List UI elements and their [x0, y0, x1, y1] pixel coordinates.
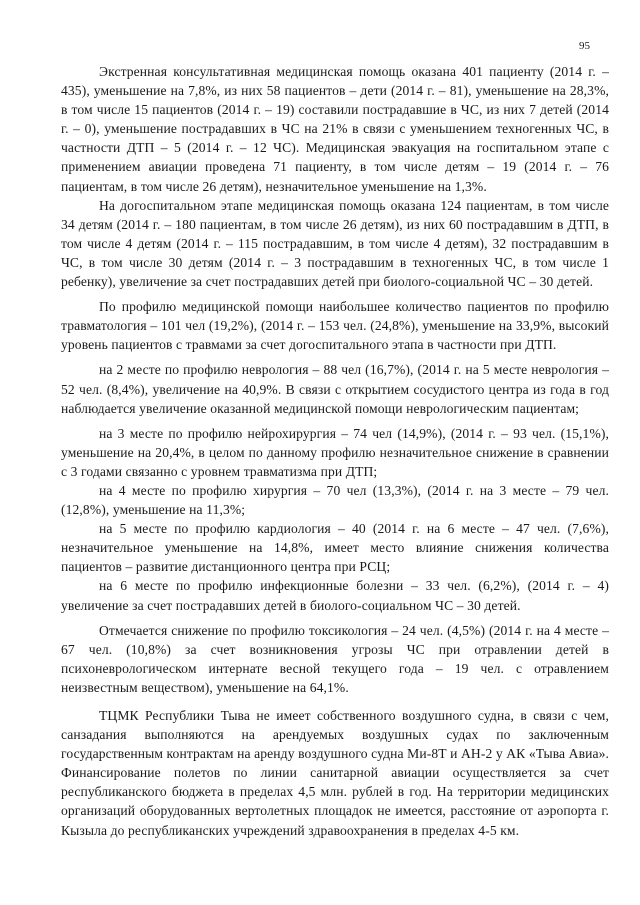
paragraph-profile-toxicology: Отмечается снижение по профилю токсикология – 24 чел. (4,5%) (2014 г. на 4 месте – 67 чел. (10,8%) за счет возникновения угрозы ЧС при отравлении детей в психоневрологическом интернате весной текущего года – 19 чел. с отравлением неизвестным веществом), уменьшение на 64,1%.: [61, 622, 609, 695]
paragraph-profile-neurosurgery: на 3 месте по профилю нейрохирургия – 74 чел (14,9%), (2014 г. – 93 чел. (15,1%), уменьшение на 20,4%, в целом по данному профилю незначительное снижение в сравнении с 3 годами связанно с уровнем травматизма при ДТП;: [61, 425, 609, 479]
paragraph-profile-neurology: на 2 месте по профилю неврология – 88 чел (16,7%), (2014 г. на 5 месте неврология – 52 чел. (8,4%), увеличение на 40,9%. В связи с открытием сосудистого центра из года в год наблюдается увеличение оказанной медицинской помощи неврологическим пациентам;: [61, 362, 609, 416]
paragraph-profile-surgery: на 4 месте по профилю хирургия – 70 чел (13,3%), (2014 г. на 3 месте – 79 чел. (12,8%), уменьшение на 11,3%;: [61, 482, 609, 518]
page-number: 95: [579, 40, 590, 52]
body-text: [61, 62, 609, 840]
paragraph-profile-cardiology: на 5 месте по профилю кардиология – 40 (2014 г. на 6 месте – 47 чел. (7,6%), незначительное уменьшение на 14,8%, имеет место влияние снижения количества пациентов – развитие дистанционного центра при РСЦ;: [61, 521, 609, 575]
paragraph-air-ambulance: ТЦМК Республики Тыва не имеет собственного воздушного судна, в связи с чем, санзадания выполняются на арендуемых воздушных судах по заключенным государственным контрактам на аренду воздушного судна Ми-8Т и АН-2 у АК «Тыва Авиа». Финансирование полетов по линии санитарной авиации осуществляется за счет республиканского бюджета в пределах 4,5 млн. рублей в год. На территории медицинских организаций оборудованных вертолетных площадок не имеется, расстояние от аэропорта г. Кызыла до республиканских учреждений здравоохранения в пределах 4-5 км.: [61, 708, 609, 838]
paragraph-profile-infectious: на 6 месте по профилю инфекционные болезни – 33 чел. (6,2%), (2014 г. – 4) увеличение за счет пострадавших детей в биолого-социальном ЧС – 30 детей.: [61, 578, 609, 613]
paragraph-profile-traumatology: По профилю медицинской помощи наибольшее количество пациентов по профилю травматология – 101 чел (19,2%), (2014 г. – 153 чел. (24,8%), уменьшение на 33,9%, высокий уровень пациентов с травмами за счет догоспитального этапа в частности при ДТП.: [61, 299, 609, 353]
paragraph-prehospital-care: На догоспитальном этапе медицинская помощь оказана 124 пациентам, в том числе 34 детям (2014 г. – 180 пациентам, в том числе 26 детям), из них 60 пострадавшим в ДТП, в том числе 4 детям (2014 г. – 115 пострадавшим, в том числе 4 детям), 32 пострадавшим в ЧС, в том числе 30 детям (2014 г. – 3 пострадавшим в техногенных ЧС, в том числе 1 ребенку), увеличение за счет пострадавших детей при биолого-социальной ЧС – 30 детей.: [61, 197, 609, 290]
paragraph-emergency-consultation: Экстренная консультативная медицинская помощь оказана 401 пациенту (2014 г. – 435), уменьшение на 7,8%, из них 58 пациентов – дети (2014 г. – 81), уменьшение на 28,3%, в том числе 15 пациентов (2014 г. – 19) составили пострадавшие в ЧС, из них 7 детей (2014 г. – 0), уменьшение пострадавших в ЧС на 21% в связи с уменьшением техногенных ЧС, в частности ДТП – 5 (2014 г. – 12 ЧС). Медицинская эвакуация на госпитальном этапе с применением авиации проведена 71 пациенту, в том числе детям – 19 (2014 г. – 76 пациентам, в том числе 26 детям), незначительное уменьшение на 1,3%.: [61, 64, 609, 194]
